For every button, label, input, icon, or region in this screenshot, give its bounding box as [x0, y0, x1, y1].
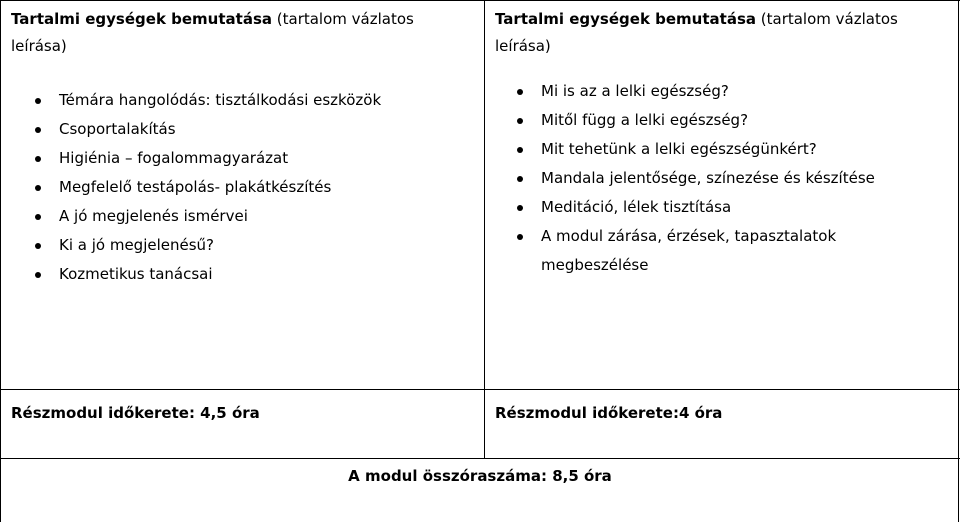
bullet-icon	[517, 147, 523, 153]
row-divider-total	[0, 458, 960, 459]
bullet-icon	[35, 243, 41, 249]
bullet-icon	[35, 185, 41, 191]
bullet-icon	[35, 127, 41, 133]
bullet-icon	[35, 156, 41, 162]
bullet-icon	[35, 214, 41, 220]
list-item: A modul zárása, érzések, tapasztalatok megbeszélése	[495, 222, 901, 280]
column-divider	[484, 0, 485, 459]
list-item: Csoportalakítás	[11, 115, 471, 144]
list-item: Higiénia – fogalommagyarázat	[11, 144, 471, 173]
bullet-icon	[517, 118, 523, 124]
right-time-frame: Részmodul időkerete:4 óra	[495, 404, 723, 422]
bullet-icon	[35, 98, 41, 104]
left-heading-bold: Tartalmi egységek bemutatása	[11, 10, 272, 28]
list-item: Témára hangolódás: tisztálkodási eszközök	[11, 86, 471, 115]
left-heading-rest: (tartalom vázlatos leírása)	[11, 10, 414, 55]
list-item: Mit tehetünk a lelki egészségünkért?	[495, 135, 950, 164]
list-item: Mi is az a lelki egészség?	[495, 77, 950, 106]
bullet-icon	[517, 234, 523, 240]
left-heading	[11, 6, 471, 60]
bullet-icon	[517, 176, 523, 182]
left-time-frame: Részmodul időkerete: 4,5 óra	[11, 404, 260, 422]
list-item: Kozmetikus tanácsai	[11, 260, 471, 289]
left-item-list	[11, 86, 471, 289]
bullet-icon	[517, 89, 523, 95]
list-item: Ki a jó megjelenésű?	[11, 231, 471, 260]
row-divider-time	[0, 389, 960, 390]
total-hours: A modul összóraszáma: 8,5 óra	[348, 467, 612, 485]
right-heading-bold: Tartalmi egységek bemutatása	[495, 10, 756, 28]
bullet-icon	[35, 272, 41, 278]
list-item: A jó megjelenés ismérvei	[11, 202, 471, 231]
border-top	[0, 0, 960, 1]
bullet-icon	[517, 205, 523, 211]
right-heading-rest: (tartalom vázlatos leírása)	[495, 10, 898, 55]
list-item: Megfelelő testápolás- plakátkészítés	[11, 173, 471, 202]
left-content-cell	[11, 6, 471, 289]
list-item: Mitől függ a lelki egészség?	[495, 106, 950, 135]
right-content-cell	[495, 6, 950, 280]
list-item: Mandala jelentősége, színezése és készítése	[495, 164, 950, 193]
border-right	[958, 0, 959, 522]
right-heading	[495, 6, 950, 60]
border-left	[0, 0, 1, 522]
right-item-list	[495, 77, 950, 280]
list-item: Meditáció, lélek tisztítása	[495, 193, 950, 222]
